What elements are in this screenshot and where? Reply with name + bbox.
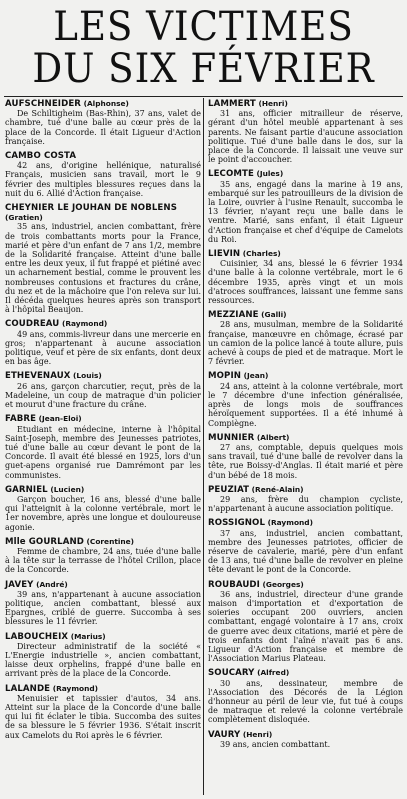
victim-entry: [208, 169, 403, 244]
victim-first-name: (Raymond): [267, 518, 313, 528]
victim-heading: [5, 684, 201, 694]
victim-first-name: (Alphonse): [83, 99, 129, 108]
victim-first-name: (Galli): [261, 310, 287, 320]
victim-surname: MEZZIANE: [208, 310, 259, 321]
victim-first-name: (Albert): [256, 432, 290, 442]
victim-first-name: (Jean): [243, 371, 269, 381]
victim-first-name: (Jean-Eloi): [38, 414, 82, 424]
victim-entry: [208, 249, 403, 305]
victim-heading: [5, 414, 201, 424]
victim-first-name: (Marius): [70, 631, 106, 641]
victim-description: Etudiant en médecine, interne à l'hôpital Saint-Joseph, membre des Jeunesses patriotes, tué d'une balle au cœur devant le pont de la Concorde. Il avait été blessé en 1925, lors d'un guet-apens organisé rue Damrémont par les communistes.: [5, 424, 201, 480]
victim-heading: [5, 319, 201, 329]
victim-first-name: (Raymond): [52, 683, 99, 693]
victim-first-name: (Gratien): [5, 213, 43, 223]
victim-heading: [208, 249, 403, 259]
victim-first-name: (André): [36, 579, 68, 589]
victim-first-name: (Henri): [258, 99, 288, 108]
victim-first-name: (Louis): [73, 371, 102, 381]
victim-heading: [208, 371, 403, 381]
column-separator: [203, 98, 204, 795]
victim-description: 49 ans, commis-livreur dans une mercerie en gros; n'appartenant à aucune association politique, veuf et père de six enfants, dont deux en bas âge.: [5, 329, 201, 367]
title-line-2: DU SIX FÉVRIER: [32, 46, 375, 92]
victim-description: 36 ans, industriel, directeur d'une grande maison d'importation et d'exportation de soieries occupant 200 ouvriers, ancien combattant, engagé volontaire à 17 ans, croix de guerre avec deux citations, marié et père de trois enfants dont l'aîné n'avait pas 6 ans. Ligueur d'Action française et membre de l'Association Marius Plateau.: [208, 589, 403, 664]
victim-description: 37 ans, industriel, ancien combattant, membre des Jeunesses patriotes, officier de réserve de cavalerie, marié, père d'un enfant de 13 ans, tué d'une balle de revolver en pleine tête devant le pont de la Concorde.: [208, 528, 403, 575]
victim-entry: [5, 203, 201, 314]
left-column: [5, 99, 201, 745]
victim-heading: [208, 433, 403, 443]
victim-surname: LIEVIN: [208, 249, 241, 260]
victim-entry: [5, 99, 201, 146]
victim-first-name: (Corentine): [86, 536, 135, 546]
victim-surname: GARNIEL: [5, 484, 48, 495]
victim-heading: [208, 730, 403, 740]
victim-surname: MOPIN: [208, 371, 242, 382]
victim-entry: [5, 537, 201, 575]
page-title: [14, 6, 393, 90]
victim-description: 24 ans, atteint à la colonne vertébrale, mort le 7 décembre d'une infection généralisée, après de longs mois de souffrances héroïquement supportées. Il a été inhumé à Compiègne.: [208, 381, 403, 428]
victim-description: 31 ans, officier mitrailleur de réserve, gérant d'un hôtel meublé appartenant à ses parents. Ne faisant partie d'aucune association politique. Tué d'une balle dans le dos, sur la place de la Concorde. Il laissait une veuve sur le point d'accoucher.: [208, 109, 403, 165]
victim-surname: COUDREAU: [5, 319, 60, 330]
victim-surname: FABRE: [5, 414, 37, 425]
victim-heading: [208, 518, 403, 528]
victim-description: Directeur administratif de la société « L'Energie industrielle », ancien combattant, laisse deux orphelins, frappé d'une balle en arrivant près de la place de la Concorde.: [5, 641, 201, 679]
victim-heading: [5, 485, 201, 495]
victim-description: 39 ans, n'appartenant à aucune association politique, ancien combattant, blessé aux Epargnes, criblé de guerre. Succomba à ses blessures le 11 février.: [5, 589, 201, 627]
victim-description: 28 ans, musulman, membre de la Solidarité française, manœuvre en chômage, écrasé par un camion de la police lancé à toute allure, puis achevé à coups de pied et de matraque. Mort le 7 février.: [208, 320, 403, 367]
victim-entry: [208, 310, 403, 366]
victim-entry: [208, 99, 403, 164]
victim-entry: [5, 632, 201, 679]
victim-surname: ROUBAUDI: [208, 579, 260, 590]
victim-description: 29 ans, frère du champion cycliste, n'appartenant à aucune association politique.: [208, 494, 403, 514]
victim-entry: [5, 485, 201, 532]
victim-heading: [5, 99, 201, 109]
title-rule: [4, 96, 403, 97]
victim-first-name: (Charles): [242, 249, 281, 259]
victim-surname: MUNNIER: [208, 432, 255, 443]
victim-entry: [5, 319, 201, 366]
victim-heading: [208, 668, 403, 678]
victim-description: De Schiltigheim (Bas-Rhin), 37 ans, valet de chambre, tué d'une balle au cœur près de la place de la Concorde. Il était Ligueur d'Action française.: [5, 109, 201, 146]
victim-heading: [208, 99, 403, 109]
victim-heading: [208, 485, 403, 495]
victim-entry: [5, 580, 201, 627]
victim-entry: [208, 518, 403, 574]
victim-description: 39 ans, ancien combattant.: [220, 739, 331, 749]
victim-heading: [208, 169, 403, 179]
victim-surname: Mlle GOURLAND: [5, 536, 84, 547]
victim-surname: LECOMTE: [208, 169, 254, 180]
victim-entry: [208, 580, 403, 664]
victim-entry: [5, 371, 201, 409]
victim-description: 42 ans, d'origine hellénique, naturalisé Français, musicien sans travail, mort le 9 février des multiples blessures reçues dans la nuit du 6. Allié d'Action française.: [5, 161, 201, 198]
victim-first-name: (Jules): [256, 169, 284, 179]
victim-first-name: (Georges): [262, 579, 304, 589]
victim-heading: [5, 632, 201, 642]
victim-surname: LABOUCHEIX: [5, 631, 69, 642]
victim-description: 35 ans, engagé dans la marine à 19 ans, embarqué sur les patrouilleurs de la division de la Loire, ouvrier à l'usine Renault, succomba le 13 février, n'ayant reçu une balle dans le ventre. Marié, sans enfant, il était Ligueur d'Action française et chef d'équipe de Camelots du Roi.: [208, 179, 403, 244]
victim-description: Femme de chambre, 24 ans, tuée d'une balle à la tête sur la terrasse de l'hôtel Crillon, place de la Concorde.: [5, 546, 201, 575]
victim-entry: [208, 371, 403, 427]
victim-heading: [208, 310, 403, 320]
victim-entry: [5, 684, 201, 740]
title-line-1: LES VICTIMES: [53, 4, 354, 50]
victim-heading: [5, 580, 201, 590]
victim-first-name: (Raymond): [61, 319, 108, 329]
victim-entry: [208, 730, 403, 749]
victim-entry: [5, 414, 201, 479]
victim-entry: [208, 433, 403, 480]
victim-heading: [5, 371, 201, 381]
victim-surname: CHEYNIER LE JOUHAN DE NOBLENS: [5, 203, 177, 214]
victim-surname: PEUZIAT: [208, 484, 250, 495]
victim-description: 30 ans, dessinateur, membre de l'Association des Décorés de la Légion d'honneur au péril de leur vie, fut tué à coups de matraque et relevé la colonne vertébrale complètement disloquée.: [208, 678, 403, 725]
victim-description: Cuisinier, 34 ans, blessé le 6 février 1934 d'une balle à la colonne vertébrale, mort le 6 décembre 1935, après vingt et un mois d'atroces souffrances, laissant une femme sans ressources.: [208, 259, 403, 306]
victim-surname: LAMMERT: [208, 99, 256, 109]
victim-entry: [208, 668, 403, 724]
right-column: [208, 99, 403, 754]
victim-first-name: (Alfred): [257, 668, 290, 678]
victim-description: Menuisier et tapissier d'autos, 34 ans. Atteint sur la place de la Concorde d'une balle qui lui fit éclater le tibia. Succomba des suites de sa blessure le 5 février 1936. S'était inscrit aux Camelots du Roi après le 6 février.: [5, 693, 201, 740]
victim-heading: [5, 537, 201, 547]
victim-entry: [5, 151, 201, 198]
victim-heading: [5, 203, 201, 222]
victim-heading: [208, 580, 403, 590]
victim-description: 26 ans, garçon charcutier, reçut, près de la Madeleine, un coup de matraque d'un policier et mourut d'une fracture du crâne.: [5, 381, 201, 410]
victim-surname: LALANDE: [5, 683, 51, 694]
victim-first-name: (Lucien): [50, 484, 85, 494]
victim-entry: [208, 485, 403, 514]
victim-first-name: (Henri): [242, 729, 273, 739]
victim-surname: JAVEY: [5, 579, 34, 590]
victim-description: 35 ans, industriel, ancien combattant, frère de trois combattants morts pour la France, marié et père d'un enfant de 7 ans 1/2, membre de la Solidarité française. Atteint d'une balle entre les deux yeux, il fut frappé et piétiné avec un acharnement bestial, comme le prouvent les nombreuses contusions et fractures du crâne, du nez et de la mâchoire que l'on releva sur lui. Il décéda quelques heures après son transport à l'hôpital Beaujon.: [5, 222, 201, 315]
victim-description: 27 ans, comptable, depuis quelques mois sans travail, tué d'une balle de revolver dans la tête, rue Boissy-d'Anglas. Il était marié et père d'un bébé de 18 mois.: [208, 442, 403, 480]
victim-surname: ETHEVENAUX: [5, 371, 71, 382]
victim-surname: SOUCARY: [208, 668, 255, 679]
victim-first-name: (René-Alain): [251, 484, 304, 494]
victim-surname: ROSSIGNOL: [208, 518, 266, 529]
victim-surname: CAMBO COSTA: [5, 151, 77, 162]
victim-description: Garçon boucher, 16 ans, blessé d'une balle qui l'atteignit à la colonne vertébrale, mort le 1er novembre, après une longue et douloureuse agonie.: [5, 494, 201, 532]
victim-surname: AUFSCHNEIDER: [5, 99, 82, 109]
victim-heading: [5, 151, 201, 161]
victim-surname: VAURY: [208, 729, 241, 740]
